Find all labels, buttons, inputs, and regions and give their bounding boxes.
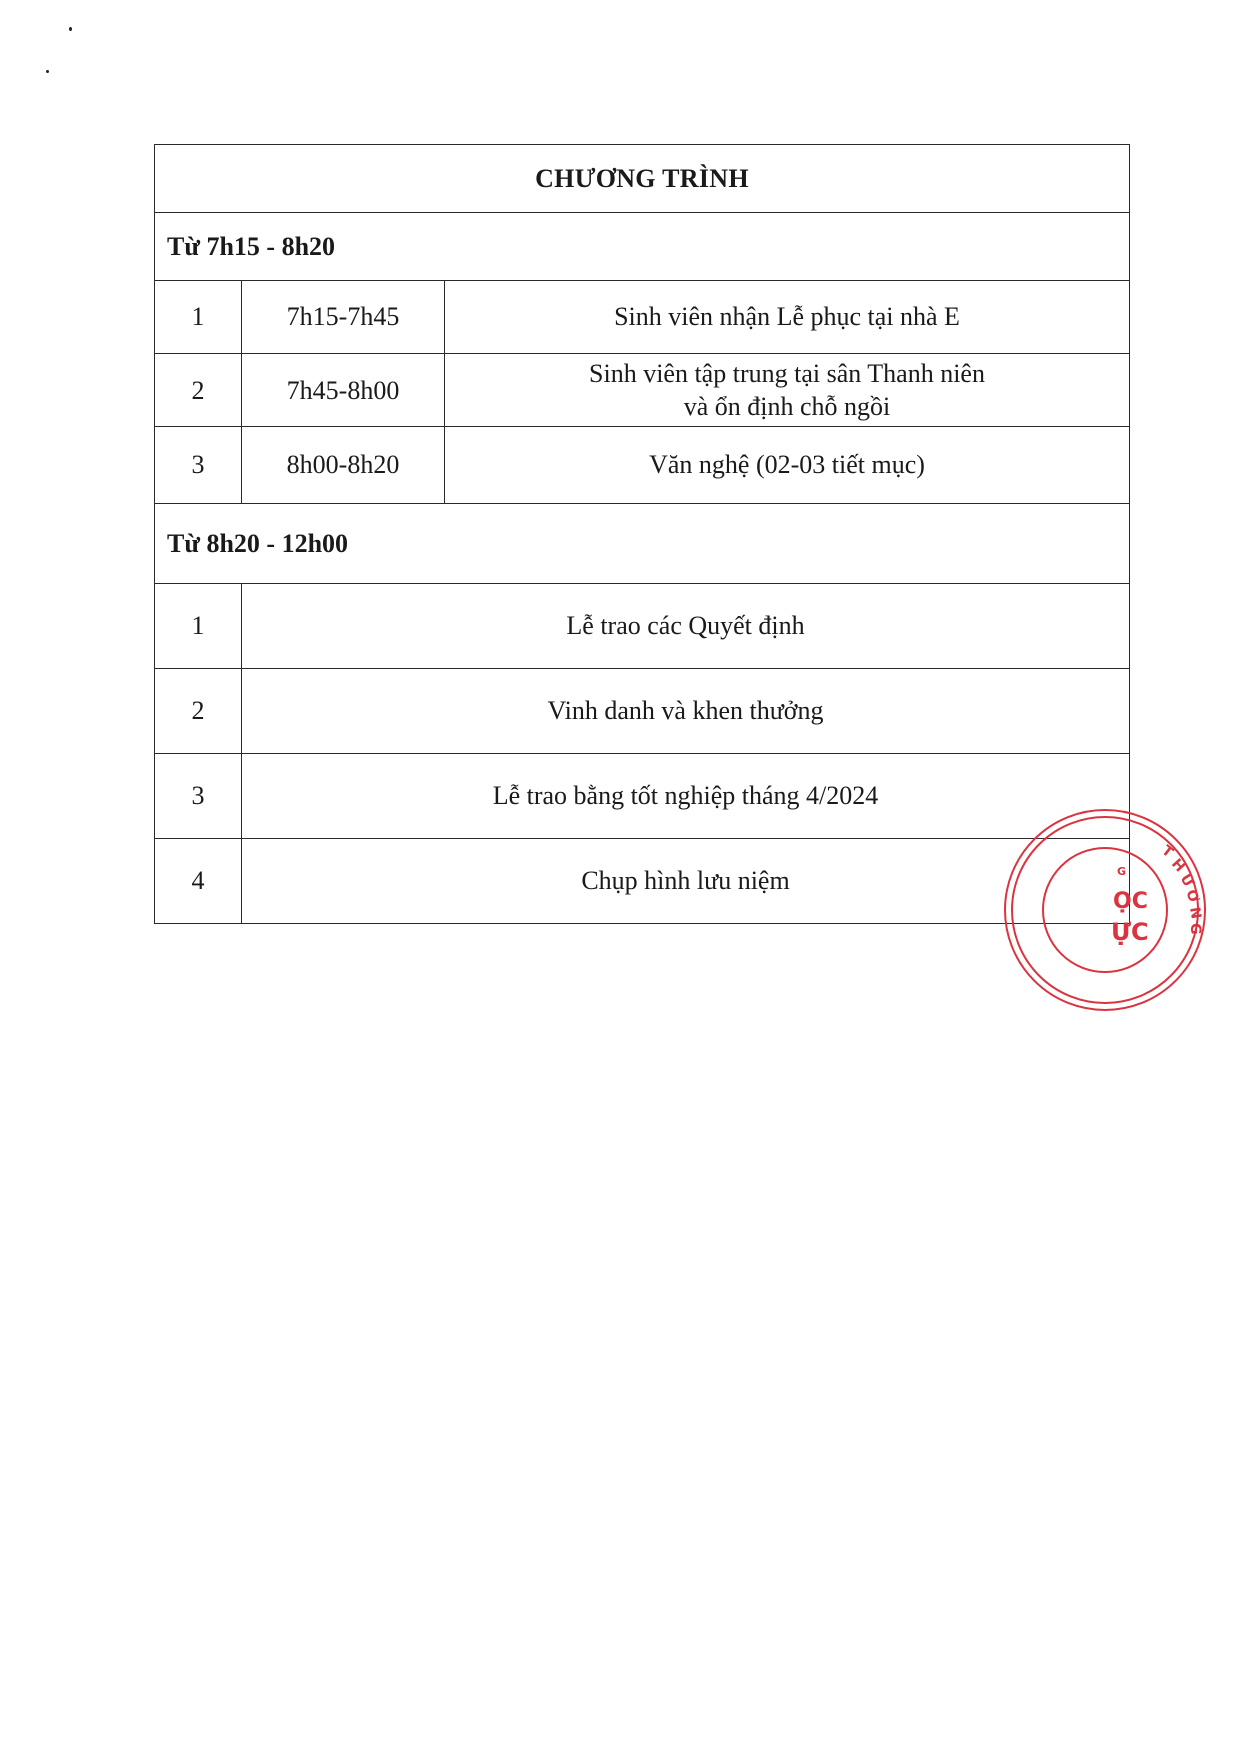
activity-line: và ổn định chỗ ngồi — [683, 392, 891, 421]
row-activity: Lễ trao các Quyết định — [242, 584, 1130, 669]
scan-speck — [69, 27, 72, 31]
svg-text:T: T — [1158, 842, 1176, 862]
svg-text:Ơ: Ơ — [1182, 887, 1202, 905]
svg-text:G: G — [1187, 923, 1203, 935]
section-heading-2: Từ 8h20 - 12h00 — [155, 504, 1130, 584]
svg-text:G: G — [1117, 865, 1127, 878]
table-row — [155, 669, 1130, 754]
row-activity: Chụp hình lưu niệm — [242, 839, 1130, 924]
row-time: 8h00-8h20 — [242, 427, 445, 504]
activity-line: Sinh viên tập trung tại sân Thanh niên — [589, 359, 985, 388]
table-row — [155, 754, 1130, 839]
row-activity: Lễ trao bằng tốt nghiệp tháng 4/2024 — [242, 754, 1130, 839]
row-activity: Sinh viên nhận Lễ phục tại nhà E — [445, 281, 1130, 354]
program-table — [154, 144, 1130, 924]
table-row — [155, 281, 1130, 354]
row-number: 3 — [155, 427, 242, 504]
row-number: 1 — [155, 281, 242, 354]
row-number: 3 — [155, 754, 242, 839]
row-number: 1 — [155, 584, 242, 669]
row-activity: Vinh danh và khen thưởng — [242, 669, 1130, 754]
table-row — [155, 839, 1130, 924]
row-number: 2 — [155, 669, 242, 754]
table-row — [155, 584, 1130, 669]
section-heading-1: Từ 7h15 - 8h20 — [155, 213, 1130, 281]
table-row — [155, 427, 1130, 504]
table-row — [155, 354, 1130, 427]
row-time: 7h15-7h45 — [242, 281, 445, 354]
svg-text:N: N — [1186, 905, 1204, 921]
scan-speck — [46, 70, 49, 73]
row-activity — [445, 354, 1130, 427]
program-title: CHƯƠNG TRÌNH — [155, 145, 1130, 213]
svg-text:ỰC: ỰC — [1111, 918, 1149, 946]
row-number: 4 — [155, 839, 242, 924]
svg-text:H: H — [1168, 855, 1188, 876]
row-time: 7h45-8h00 — [242, 354, 445, 427]
row-number: 2 — [155, 354, 242, 427]
svg-text:ỌC: ỌC — [1113, 889, 1148, 914]
row-activity: Văn nghệ (02-03 tiết mục) — [445, 427, 1130, 504]
svg-text:Ư: Ư — [1176, 871, 1197, 891]
